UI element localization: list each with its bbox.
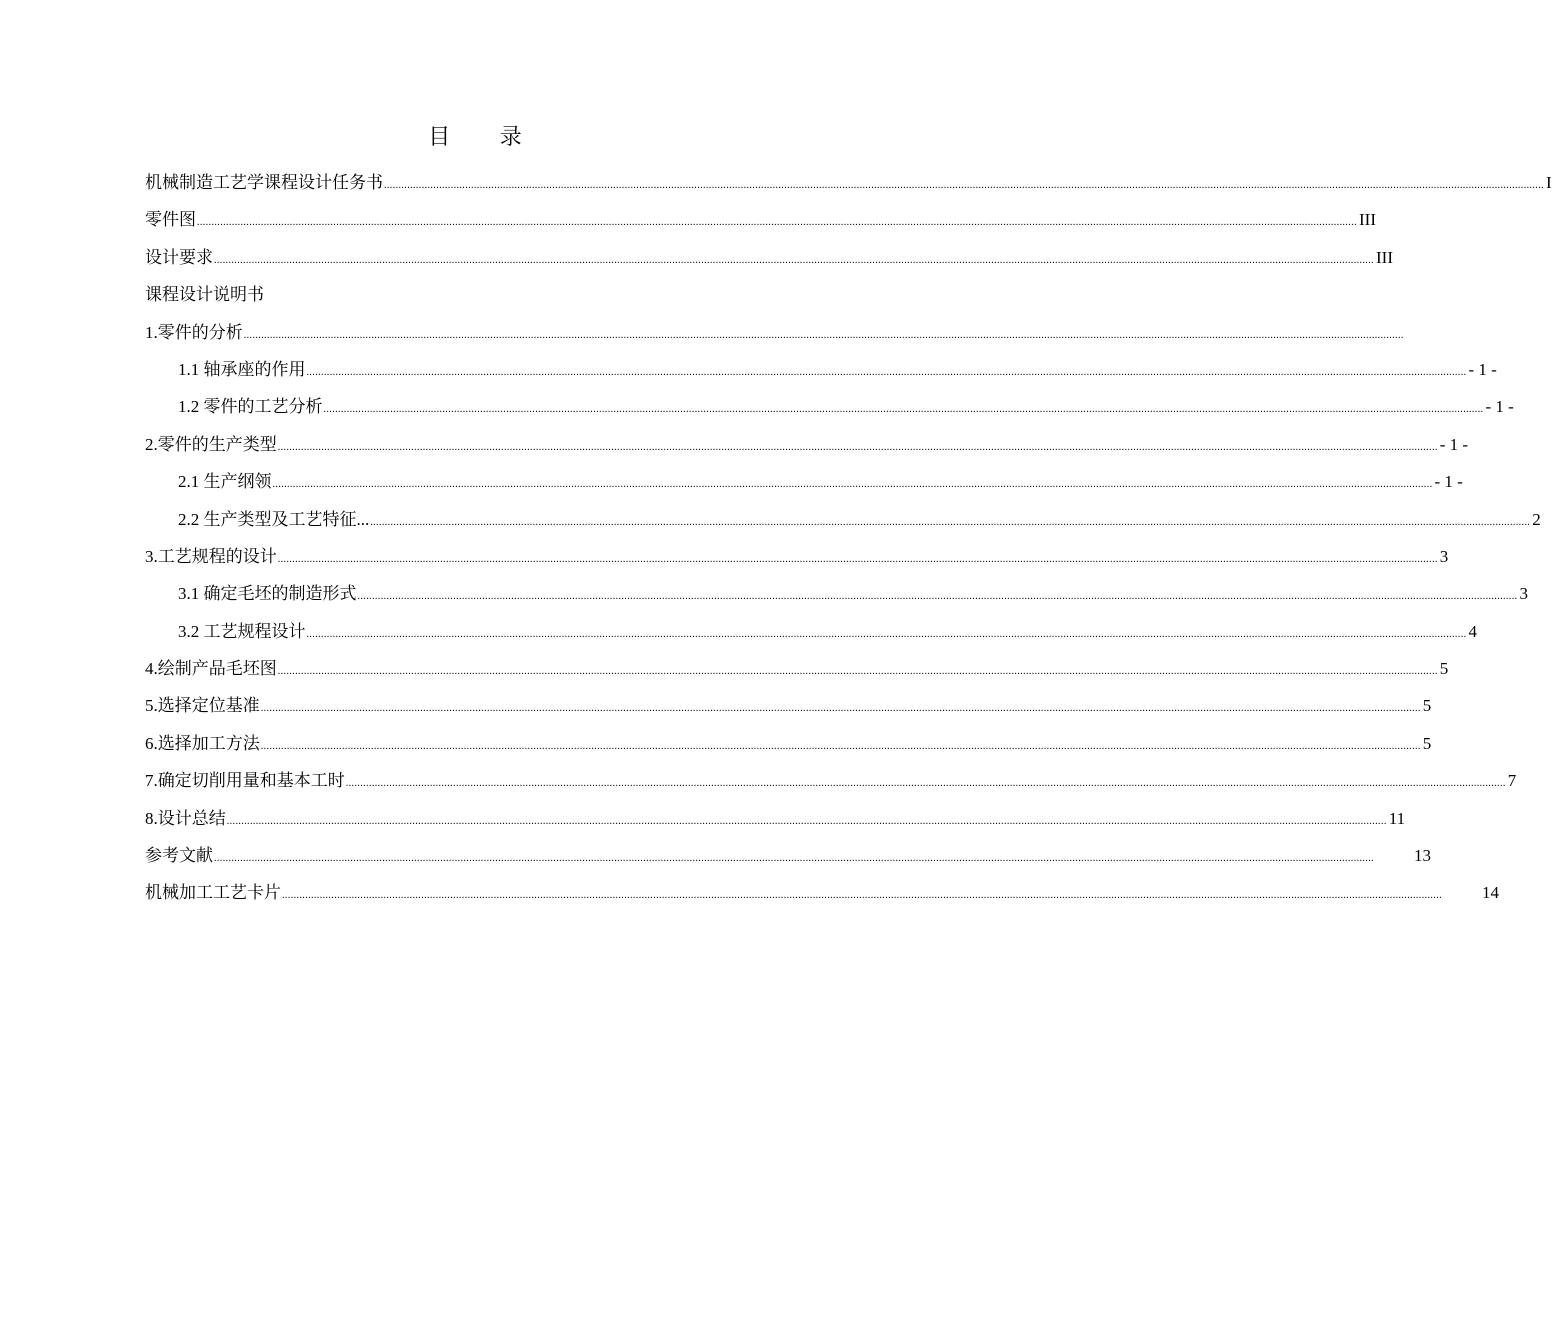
toc-entry-label: 设计要求: [145, 247, 213, 267]
dot-leader: ................................................................................................................................................................................................................................................................................................................................................................................................................: [345, 778, 1506, 790]
dot-leader: ................................................................................................................................................................................................................................................................................................................................................................................................................: [214, 254, 1374, 266]
toc-entry-page-number: - 1 -: [1485, 397, 1514, 417]
dot-leader: ................................................................................................................................................................................................................................................................................................................................................................................................................: [243, 329, 1404, 341]
toc-entry-page-number: 7: [1507, 771, 1517, 791]
toc-entry[interactable]: [145, 276, 807, 313]
toc-entry-label: 1.2 零件的工艺分析: [178, 397, 323, 417]
toc-entry-page-number: 3: [1519, 584, 1528, 604]
toc-entry-page-number: 11: [1388, 808, 1406, 828]
toc-entry[interactable]: [145, 426, 1469, 463]
toc-entry-label: 4.绘制产品毛坯图: [145, 659, 277, 679]
toc-entry-page-number: I: [1546, 173, 1552, 192]
toc-entry-label: 零件图: [145, 210, 196, 230]
toc-entry[interactable]: [145, 201, 1376, 238]
toc-entry-label: 1.零件的分析: [145, 322, 243, 342]
toc-entry-label: 课程设计说明书: [145, 285, 264, 305]
dot-leader: ................................................................................................................................................................................................................................................................................................................................................................................................................: [323, 404, 1484, 416]
toc-entry-label: 1.1 轴承座的作用: [178, 359, 306, 379]
dot-leader: ................................................................................................................................................................................................................................................................................................................................................................................................................: [384, 180, 1544, 191]
toc-entry-label: 3.1 确定毛坯的制造形式: [178, 584, 357, 604]
toc-entry-label: 参考文献: [145, 846, 213, 866]
dot-leader: ................................................................................................................................................................................................................................................................................................................................................................................................................: [306, 628, 1467, 640]
toc-entry[interactable]: [145, 538, 1449, 575]
toc-entry[interactable]: [145, 762, 1517, 799]
toc-entry[interactable]: [145, 463, 1463, 500]
toc-entry[interactable]: [145, 613, 1477, 650]
dot-leader: ................................................................................................................................................................................................................................................................................................................................................................................................................: [260, 740, 1421, 752]
dot-leader: ................................................................................................................................................................................................................................................................................................................................................................................................................: [277, 553, 1438, 565]
dot-leader: ................................................................................................................................................................................................................................................................................................................................................................................................................: [272, 479, 1433, 491]
toc-entry-label: 3.2 工艺规程设计: [178, 621, 306, 641]
toc-entry[interactable]: [145, 388, 1514, 425]
toc-entry-label: 2.零件的生产类型: [145, 434, 277, 454]
toc-entry[interactable]: [145, 837, 1431, 874]
toc-entry-page-number: 5: [1422, 733, 1432, 753]
dot-leader: ................................................................................................................................................................................................................................................................................................................................................................................................................: [306, 366, 1467, 378]
toc-entry[interactable]: [145, 501, 1541, 538]
toc-entry[interactable]: [145, 239, 1393, 276]
toc-entry-page-number: 2: [1532, 509, 1541, 529]
toc-entry-label: 8.设计总结: [145, 808, 226, 828]
dot-leader: ................................................................................................................................................................................................................................................................................................................................................................................................................: [277, 441, 1438, 453]
toc-entry[interactable]: [145, 314, 1404, 351]
toc-entry[interactable]: [145, 800, 1406, 837]
toc-entry-page-number: 4: [1468, 621, 1477, 641]
toc-entry-page-number: - 1 -: [1439, 434, 1469, 454]
toc-entry-label: 2.1 生产纲领: [178, 472, 272, 492]
toc-entry-label: 5.选择定位基准: [145, 696, 260, 716]
toc-entry-label: 机械制造工艺学课程设计任务书: [145, 173, 383, 192]
toc-entry-label: 3.工艺规程的设计: [145, 546, 277, 566]
table-of-contents: [145, 164, 1552, 912]
toc-entry-label: 7.确定切削用量和基本工时: [145, 771, 345, 791]
dot-leader: ................................................................................................................................................................................................................................................................................................................................................................................................................: [357, 591, 1518, 603]
dot-leader: ................................................................................................................................................................................................................................................................................................................................................................................................................: [282, 890, 1442, 902]
dot-leader: ................................................................................................................................................................................................................................................................................................................................................................................................................: [214, 853, 1374, 865]
toc-entry-page-number: 5: [1422, 696, 1432, 716]
toc-entry[interactable]: [145, 351, 1497, 388]
toc-entry-label: 6.选择加工方法: [145, 733, 260, 753]
toc-entry-label: 2.2 生产类型及工艺特征...: [178, 509, 370, 529]
toc-entry-page-number: III: [1376, 247, 1393, 267]
toc-entry[interactable]: [145, 725, 1432, 762]
toc-entry[interactable]: [145, 164, 1552, 201]
toc-entry-label: 机械加工工艺卡片: [145, 883, 281, 903]
toc-entry-page-number: 14: [1482, 883, 1499, 903]
toc-entry-page-number: 5: [1439, 659, 1449, 679]
toc-entry[interactable]: [145, 650, 1449, 687]
toc-entry-page-number: 3: [1439, 546, 1449, 566]
toc-entry-page-number: III: [1359, 210, 1376, 230]
toc-entry-page-number: - 1 -: [1434, 472, 1463, 492]
toc-entry[interactable]: [145, 575, 1528, 612]
toc-entry[interactable]: [145, 874, 1499, 911]
toc-entry-page-number: 13: [1414, 846, 1431, 866]
dot-leader: ................................................................................................................................................................................................................................................................................................................................................................................................................: [370, 516, 1531, 528]
dot-leader: ................................................................................................................................................................................................................................................................................................................................................................................................................: [277, 666, 1438, 678]
page-title: 目 录: [428, 124, 544, 149]
toc-entry-page-number: - 1 -: [1468, 359, 1497, 379]
dot-leader: ................................................................................................................................................................................................................................................................................................................................................................................................................: [197, 217, 1357, 229]
dot-leader: ................................................................................................................................................................................................................................................................................................................................................................................................................: [226, 815, 1387, 827]
dot-leader: ................................................................................................................................................................................................................................................................................................................................................................................................................: [260, 703, 1421, 715]
toc-entry[interactable]: [145, 687, 1432, 724]
